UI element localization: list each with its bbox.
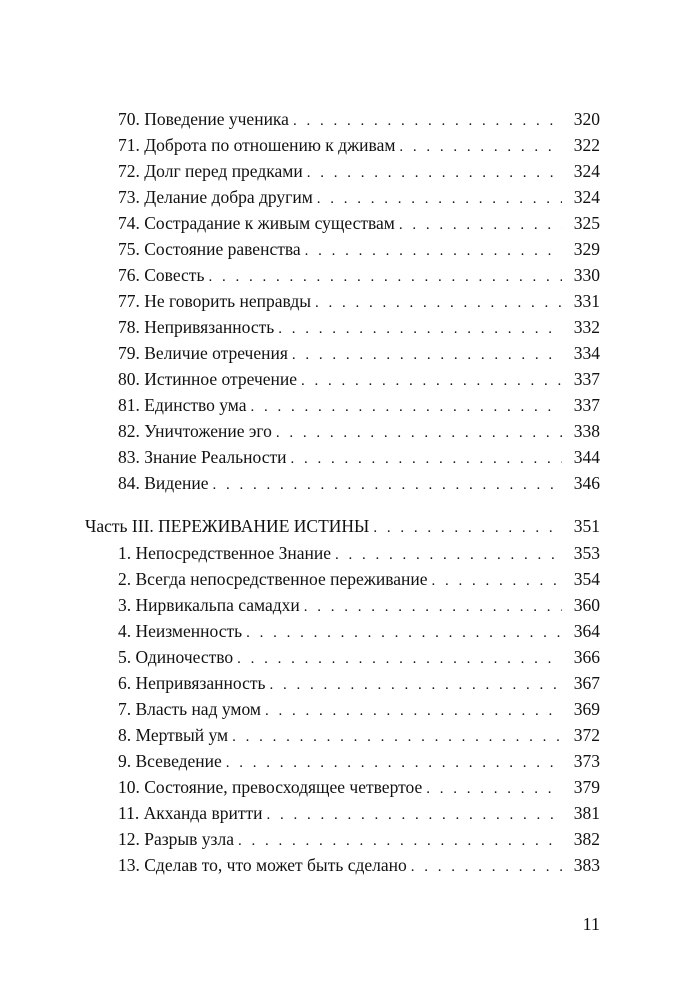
dot-leader (426, 776, 562, 802)
dot-leader (237, 646, 562, 672)
toc-entry-page: 372 (573, 725, 600, 745)
toc-entry-page: 322 (573, 135, 600, 155)
toc-entry-page: 353 (573, 543, 600, 563)
toc-entry-title: 74. Сострадание к живым существам (118, 213, 395, 233)
toc-entry-page: 381 (573, 803, 600, 823)
toc-entry[interactable] (118, 592, 600, 618)
toc-entry[interactable] (118, 340, 600, 366)
dot-leader (212, 472, 562, 498)
dot-leader (232, 724, 562, 750)
toc-entry[interactable] (118, 852, 600, 878)
toc-entry-page: 367 (573, 673, 600, 693)
toc-entry[interactable] (118, 540, 600, 566)
toc-entry-title: 77. Не говорить неправды (118, 291, 312, 311)
dot-leader (317, 186, 562, 212)
toc-part-heading[interactable] (85, 513, 600, 539)
toc-entry-title: 75. Состояние равенства (118, 239, 301, 259)
toc-entry-page: 334 (573, 343, 600, 363)
dot-leader (290, 446, 562, 472)
toc-entry-title: 82. Уничтожение эго (118, 421, 272, 441)
toc-entry-page: 324 (573, 187, 600, 207)
dot-leader (305, 238, 562, 264)
toc-entry[interactable] (118, 288, 600, 314)
toc-entry-title: 79. Величие отречения (118, 343, 288, 363)
toc-entry-title: 76. Совесть (118, 265, 205, 285)
toc-entry[interactable] (118, 184, 600, 210)
toc-entry[interactable] (118, 670, 600, 696)
toc-entry-title: 80. Истинное отречение (118, 369, 298, 389)
toc-entry-page: 383 (573, 855, 600, 875)
toc-entry-page: 369 (573, 699, 600, 719)
toc-part-page: 351 (573, 516, 600, 536)
toc-entry[interactable] (118, 314, 600, 340)
toc-entry[interactable] (118, 392, 600, 418)
toc-entry-title: 83. Знание Реальности (118, 447, 287, 467)
toc-entry-page: 379 (573, 777, 600, 797)
toc-entry-title: 84. Видение (118, 473, 209, 493)
toc-entry-title: 78. Непривязанность (118, 317, 275, 337)
toc-entry-page: 360 (573, 595, 600, 615)
toc-entry-title: 3. Нирвикальпа самадхи (118, 595, 300, 615)
toc-entry[interactable] (118, 158, 600, 184)
dot-leader (301, 368, 562, 394)
dot-leader (276, 420, 562, 446)
toc-entry-page: 337 (573, 369, 600, 389)
toc-entry[interactable] (118, 132, 600, 158)
toc-entry[interactable] (118, 774, 600, 800)
toc-entry[interactable] (118, 748, 600, 774)
dot-leader (226, 750, 562, 776)
toc-entry-title: 11. Акханда вритти (118, 803, 263, 823)
toc-entry-page: 364 (573, 621, 600, 641)
dot-leader (266, 802, 562, 828)
toc-entry[interactable] (118, 210, 600, 236)
toc-entry-title: 70. Поведение ученика (118, 109, 289, 129)
toc-entry[interactable] (118, 470, 600, 496)
dot-leader (269, 672, 562, 698)
toc-entry-title: 71. Доброта по отношению к дживам (118, 135, 396, 155)
toc-entry[interactable] (118, 800, 600, 826)
toc-entry-title: 1. Непосредственное Знание (118, 543, 331, 563)
toc-entry-page: 344 (573, 447, 600, 467)
toc-entry[interactable] (118, 366, 600, 392)
toc-entry[interactable] (118, 418, 600, 444)
dot-leader (251, 394, 563, 420)
toc-entry[interactable] (118, 262, 600, 288)
toc-entry-title: 8. Мертвый ум (118, 725, 229, 745)
toc-entry-title: 6. Непривязанность (118, 673, 266, 693)
toc-entry-page: 329 (573, 239, 600, 259)
toc-entry-title: 9. Всеведение (118, 751, 222, 771)
toc-entry[interactable] (118, 696, 600, 722)
toc-entry-title: 13. Сделав то, что может быть сделано (118, 855, 407, 875)
dot-leader (265, 698, 562, 724)
dot-leader (292, 342, 562, 368)
toc-entry[interactable] (118, 444, 600, 470)
page-number: 11 (582, 914, 600, 934)
dot-leader (373, 515, 562, 541)
toc-entry-page: 337 (573, 395, 600, 415)
dot-leader (278, 316, 562, 342)
toc-entry-page: 320 (573, 109, 600, 129)
toc-entry-title: 4. Неизменность (118, 621, 243, 641)
toc-entry-title: 2. Всегда непосредственное переживание (118, 569, 428, 589)
toc-entry-page: 346 (573, 473, 600, 493)
toc-entry-page: 332 (573, 317, 600, 337)
toc-entry[interactable] (118, 722, 600, 748)
toc-entry[interactable] (118, 236, 600, 262)
dot-leader (208, 264, 562, 290)
toc-entry-title: 7. Власть над умом (118, 699, 261, 719)
toc-entry-title: 72. Долг перед предками (118, 161, 303, 181)
toc-entry[interactable] (118, 618, 600, 644)
dot-leader (307, 160, 562, 186)
toc-entry[interactable] (118, 826, 600, 852)
dot-leader (246, 620, 562, 646)
toc-entry-title: 73. Делание добра другим (118, 187, 313, 207)
toc-entry-page: 354 (573, 569, 600, 589)
dot-leader (432, 568, 563, 594)
toc-entry-title: 10. Состояние, превосходящее четвертое (118, 777, 423, 797)
dot-leader (335, 542, 562, 568)
toc-entry-page: 325 (573, 213, 600, 233)
dot-leader (293, 108, 562, 134)
toc-entry-page: 382 (573, 829, 600, 849)
toc-entry-title: 81. Единство ума (118, 395, 247, 415)
toc-entry[interactable] (118, 644, 600, 670)
toc-entry-page: 366 (573, 647, 600, 667)
dot-leader (315, 290, 562, 316)
toc-entry-page: 373 (573, 751, 600, 771)
toc-entry-page: 330 (573, 265, 600, 285)
toc-entry-page: 338 (573, 421, 600, 441)
toc-entry-title: 12. Разрыв узла (118, 829, 234, 849)
dot-leader (238, 828, 562, 854)
toc-entry[interactable] (118, 106, 600, 132)
dot-leader (399, 134, 562, 160)
toc-part-title: Часть III. ПЕРЕЖИВАНИЕ ИСТИНЫ (85, 516, 370, 536)
toc-entry-page: 324 (573, 161, 600, 181)
toc-entry-title: 5. Одиночество (118, 647, 234, 667)
toc-entry[interactable] (118, 566, 600, 592)
toc-entry-page: 331 (573, 291, 600, 311)
dot-leader (399, 212, 562, 238)
dot-leader (304, 594, 562, 620)
dot-leader (411, 854, 562, 880)
